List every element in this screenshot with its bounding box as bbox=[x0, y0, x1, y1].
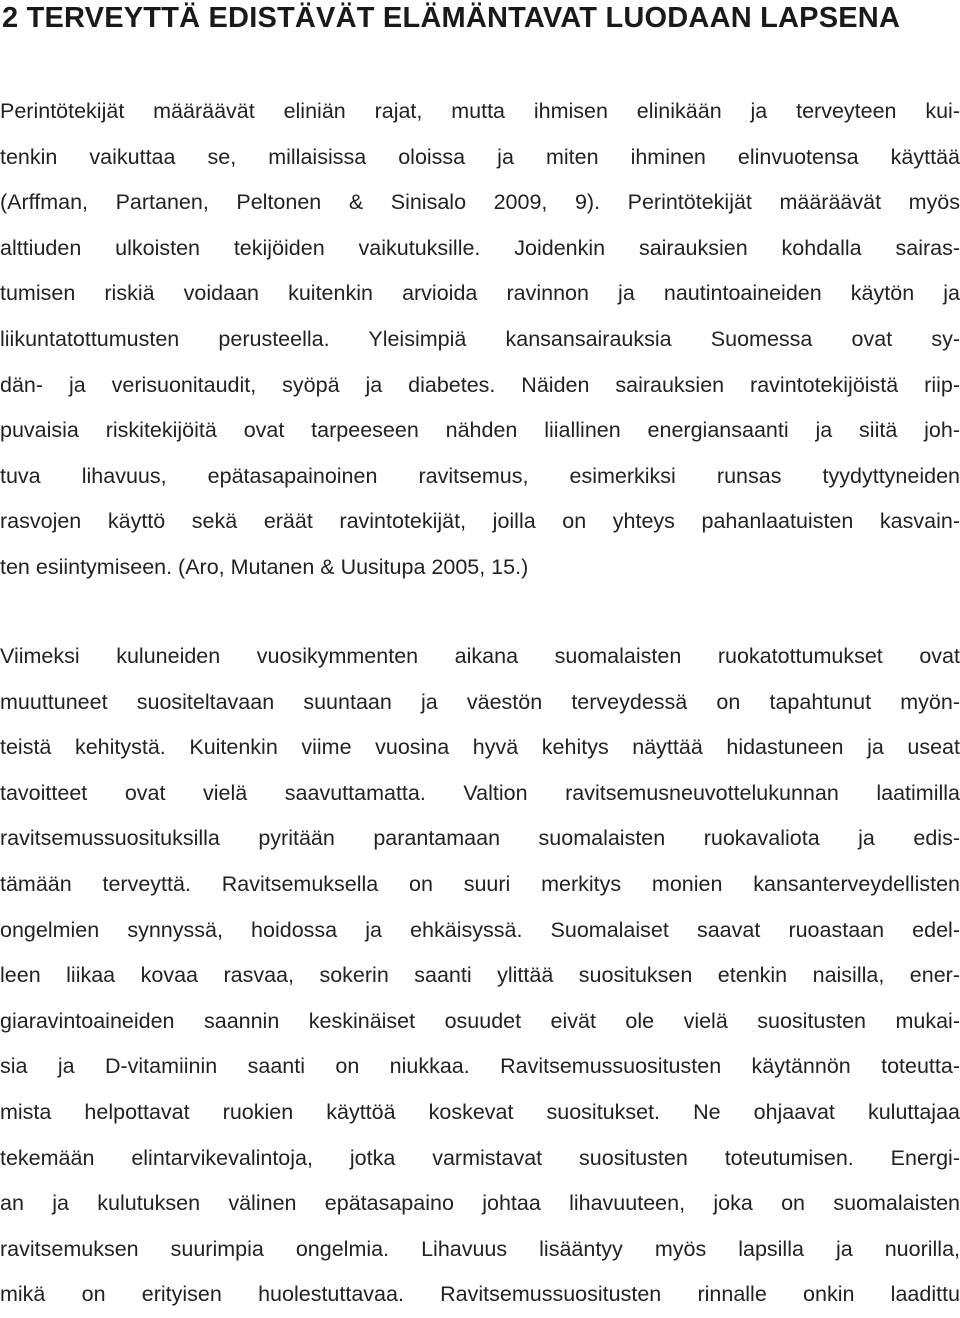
paragraph-line: dän- ja verisuonitaudit, syöpä ja diabetes. Näiden sairauksien ravintotekijöistä riip- bbox=[0, 372, 960, 397]
paragraph-line: alttiuden ulkoisten tekijöiden vaikutuksille. Joidenkin sairauksien kohdalla sairas- bbox=[0, 235, 960, 260]
paragraph-line: an ja kulutuksen välinen epätasapaino johtaa lihavuuteen, joka on suomalaisten bbox=[0, 1191, 960, 1216]
paragraph-line: mikä on erityisen huolestuttavaa. Ravitsemussuositusten rinnalle onkin laadittu bbox=[0, 1282, 960, 1307]
paragraph-2 bbox=[0, 634, 960, 1318]
chapter-heading: 2 TERVEYTTÄ EDISTÄVÄT ELÄMÄNTAVAT LUODAAN LAPSENA bbox=[2, 2, 901, 34]
paragraph-line: teistä kehitystä. Kuitenkin viime vuosina hyvä kehitys näyttää hidastuneen ja useat bbox=[0, 735, 960, 760]
paragraph-line: ravitsemussuosituksilla pyritään parantamaan suomalaisten ruokavaliota ja edis- bbox=[0, 826, 960, 851]
paragraph-line: sia ja D-vitamiinin saanti on niukkaa. Ravitsemussuositusten käytännön toteutta- bbox=[0, 1054, 960, 1079]
paragraph-line: tavoitteet ovat vielä saavuttamatta. Valtion ravitsemusneuvottelukunnan laatimilla bbox=[0, 780, 960, 805]
paragraph-line: tekemään elintarvikevalintoja, jotka varmistavat suositusten toteutumisen. Energi- bbox=[0, 1145, 960, 1170]
paragraph-line: tenkin vaikuttaa se, millaisissa oloissa ja miten ihminen elinvuotensa käyttää bbox=[0, 144, 960, 169]
paragraph-line: rasvojen käyttö sekä eräät ravintotekijät, joilla on yhteys pahanlaatuisten kasvain- bbox=[0, 509, 960, 534]
paragraph-line: leen liikaa kovaa rasvaa, sokerin saanti ylittää suosituksen etenkin naisilla, ener- bbox=[0, 963, 960, 988]
paragraph-line: (Arffman, Partanen, Peltonen & Sinisalo 2009, 9). Perintötekijät määräävät myös bbox=[0, 190, 960, 215]
paragraph-line: Viimeksi kuluneiden vuosikymmenten aikana suomalaisten ruokatottumukset ovat bbox=[0, 644, 960, 668]
paragraph-line: muuttuneet suositeltavaan suuntaan ja väestön terveydessä on tapahtunut myön- bbox=[0, 689, 960, 714]
paragraph-line: Perintötekijät määräävät eliniän rajat, mutta ihmisen elinikään ja terveyteen kui- bbox=[0, 99, 960, 123]
paragraph-1 bbox=[0, 89, 960, 591]
paragraph-line: giaravintoaineiden saannin keskinäiset osuudet eivät ole vielä suositusten mukai- bbox=[0, 1008, 960, 1033]
paragraph-line: tämään terveyttä. Ravitsemuksella on suuri merkitys monien kansanterveydellisten bbox=[0, 871, 960, 896]
paragraph-line: ten esiintymiseen. (Aro, Mutanen & Uusitupa 2005, 15.) bbox=[0, 554, 529, 579]
paragraph-line: liikuntatottumusten perusteella. Yleisimpiä kansansairauksia Suomessa ovat sy- bbox=[0, 326, 960, 351]
paragraph-line: mista helpottavat ruokien käyttöä koskevat suositukset. Ne ohjaavat kuluttajaa bbox=[0, 1099, 960, 1124]
paragraph-line: ongelmien synnyssä, hoidossa ja ehkäisyssä. Suomalaiset saavat ruoastaan edel- bbox=[0, 917, 960, 942]
paragraph-line: tuva lihavuus, epätasapainoinen ravitsemus, esimerkiksi runsas tyydyttyneiden bbox=[0, 463, 960, 488]
paragraph-line: tumisen riskiä voidaan kuitenkin arvioida ravinnon ja nautintoaineiden käytön ja bbox=[0, 281, 960, 306]
paragraph-line: puvaisia riskitekijöitä ovat tarpeeseen nähden liiallinen energiansaanti ja siitä joh- bbox=[0, 418, 960, 443]
paragraph-line: ravitsemuksen suurimpia ongelmia. Lihavuus lisääntyy myös lapsilla ja nuorilla, bbox=[0, 1236, 960, 1261]
